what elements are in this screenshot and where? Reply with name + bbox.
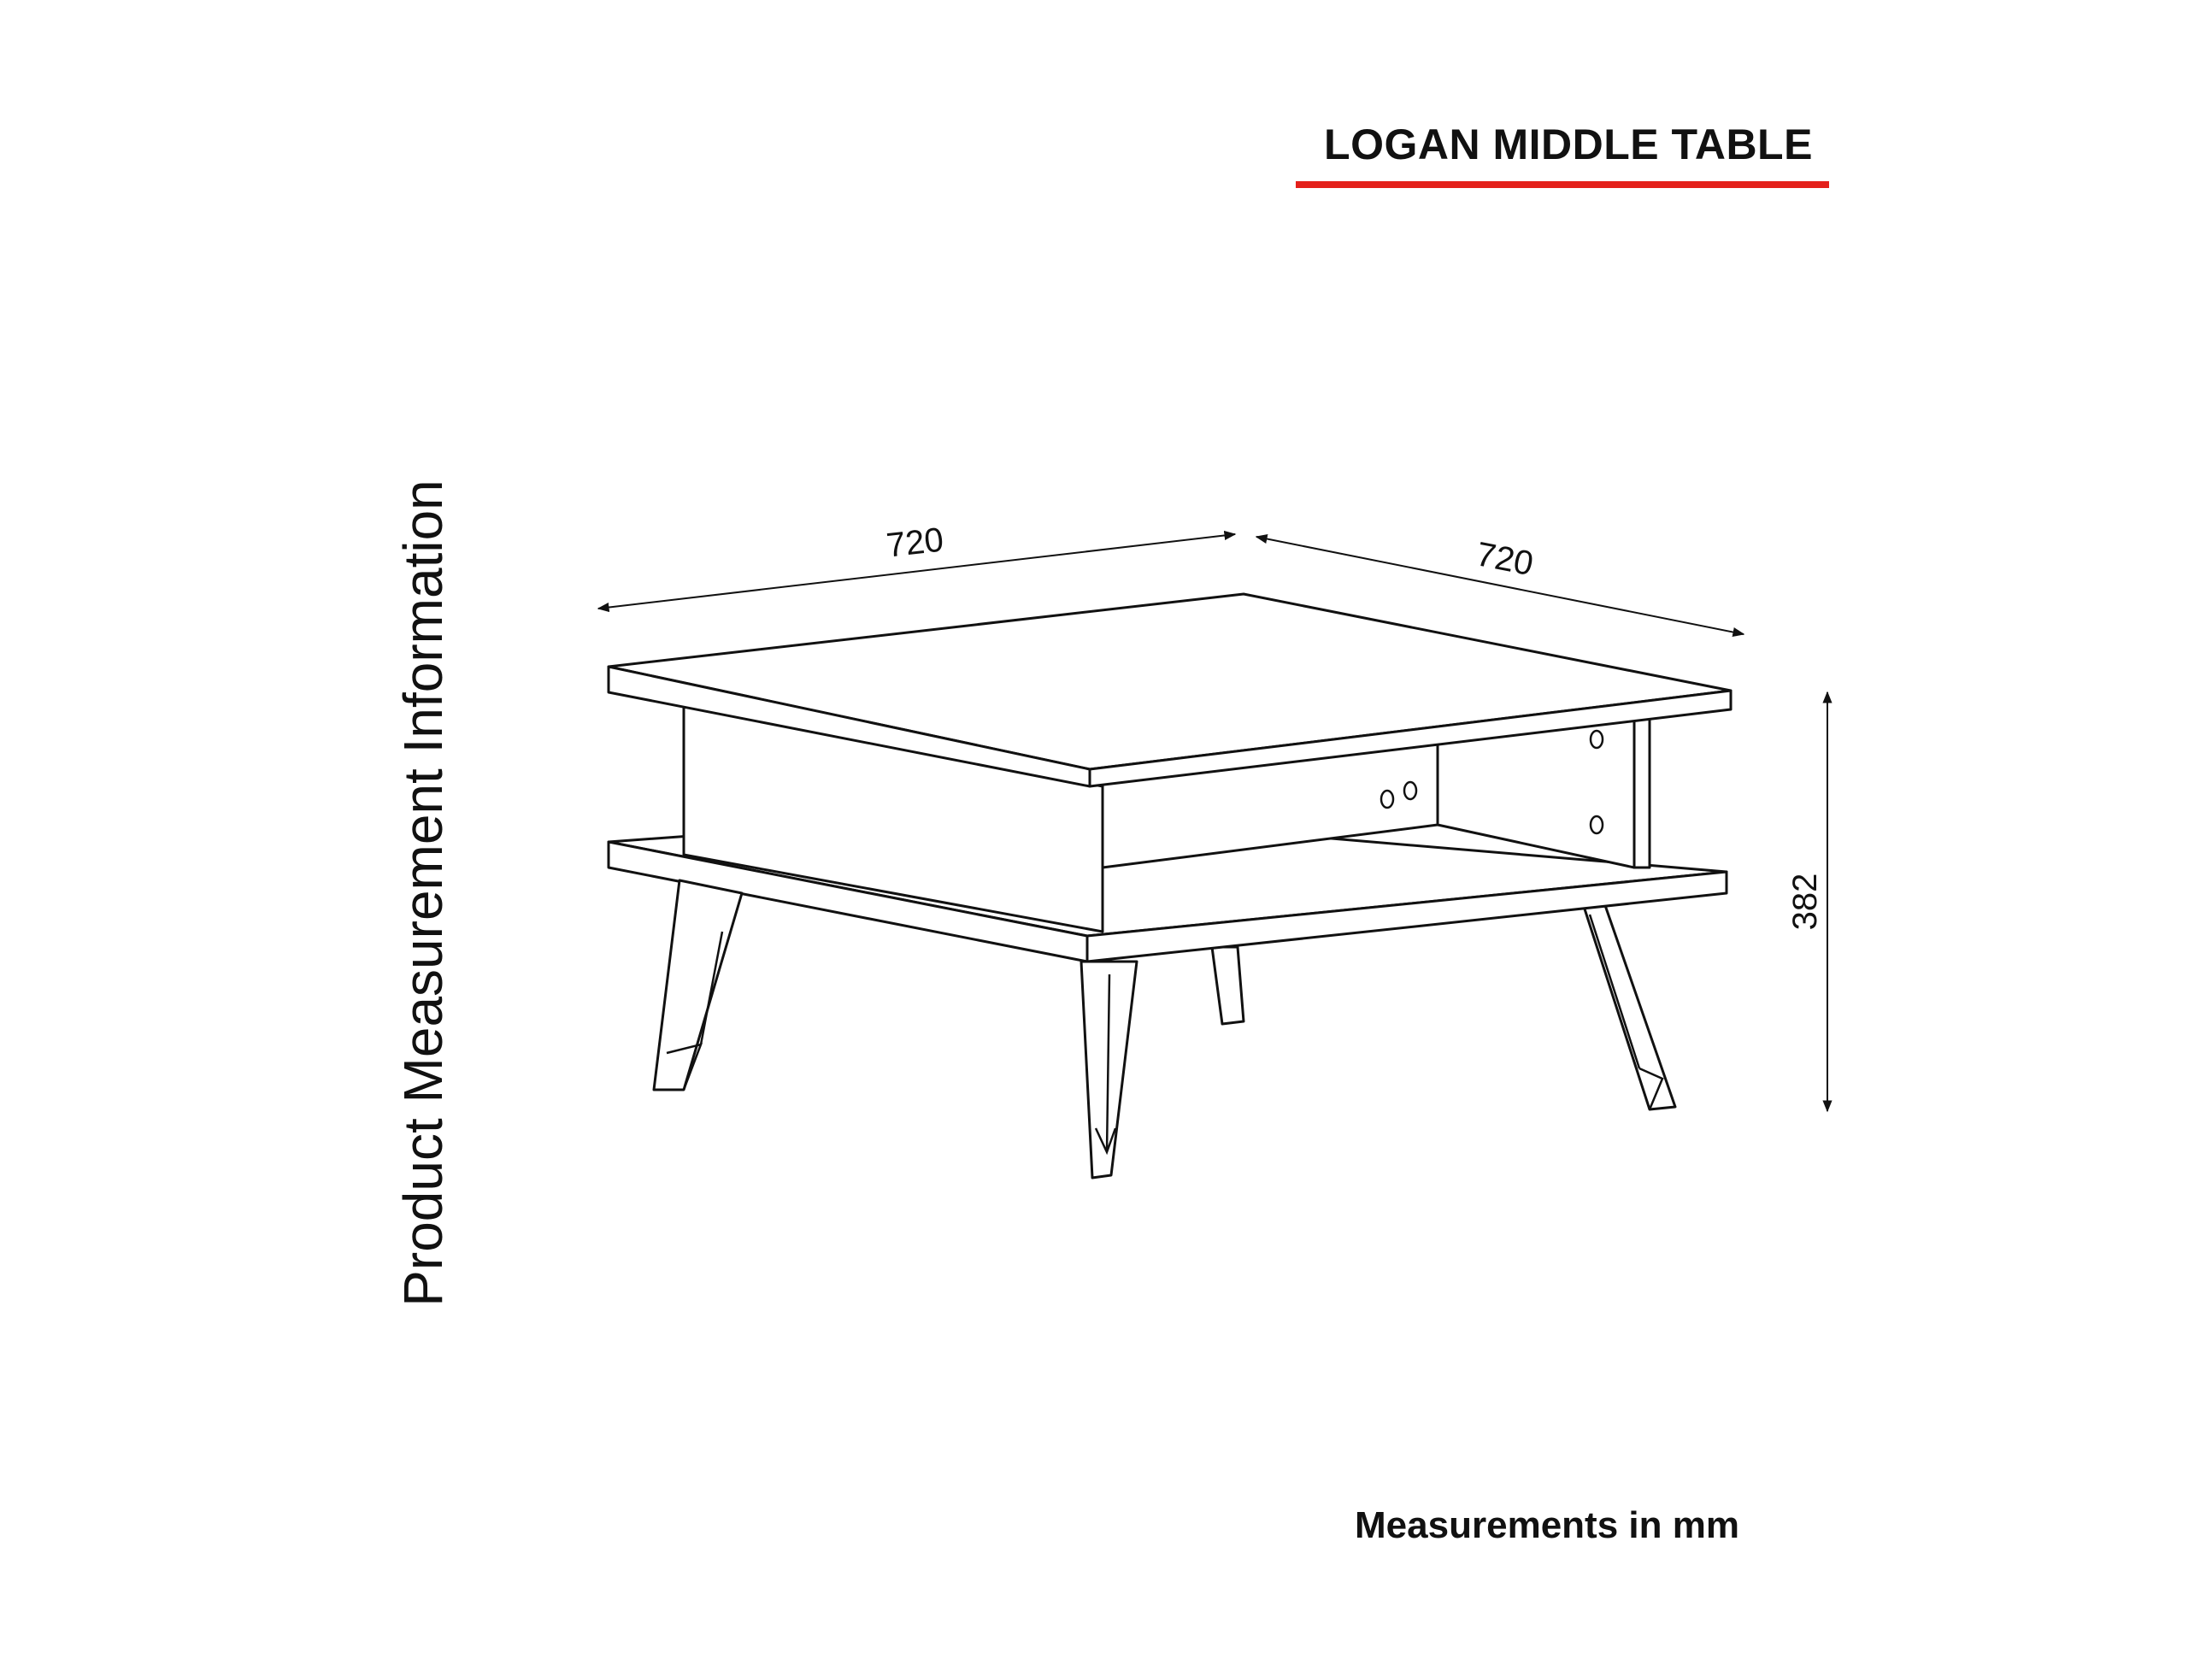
right-side-panel [1634,718,1650,868]
height-dimension-label: 382 [1786,873,1824,931]
depth-dimension-label: 720 [1473,535,1537,584]
back-left-leg [1212,947,1244,1024]
dowel-hole [1404,782,1416,799]
units-note: Measurements in mm [1355,1504,1739,1546]
dowel-hole [1591,731,1603,748]
width-dimension-label: 720 [884,521,946,565]
side-label: Product Measurement Information [392,479,454,1307]
dowel-hole [1381,791,1393,808]
front-left-leg [654,880,742,1090]
product-title: LOGAN MIDDLE TABLE [1324,121,1813,168]
dowel-hole [1591,816,1603,833]
